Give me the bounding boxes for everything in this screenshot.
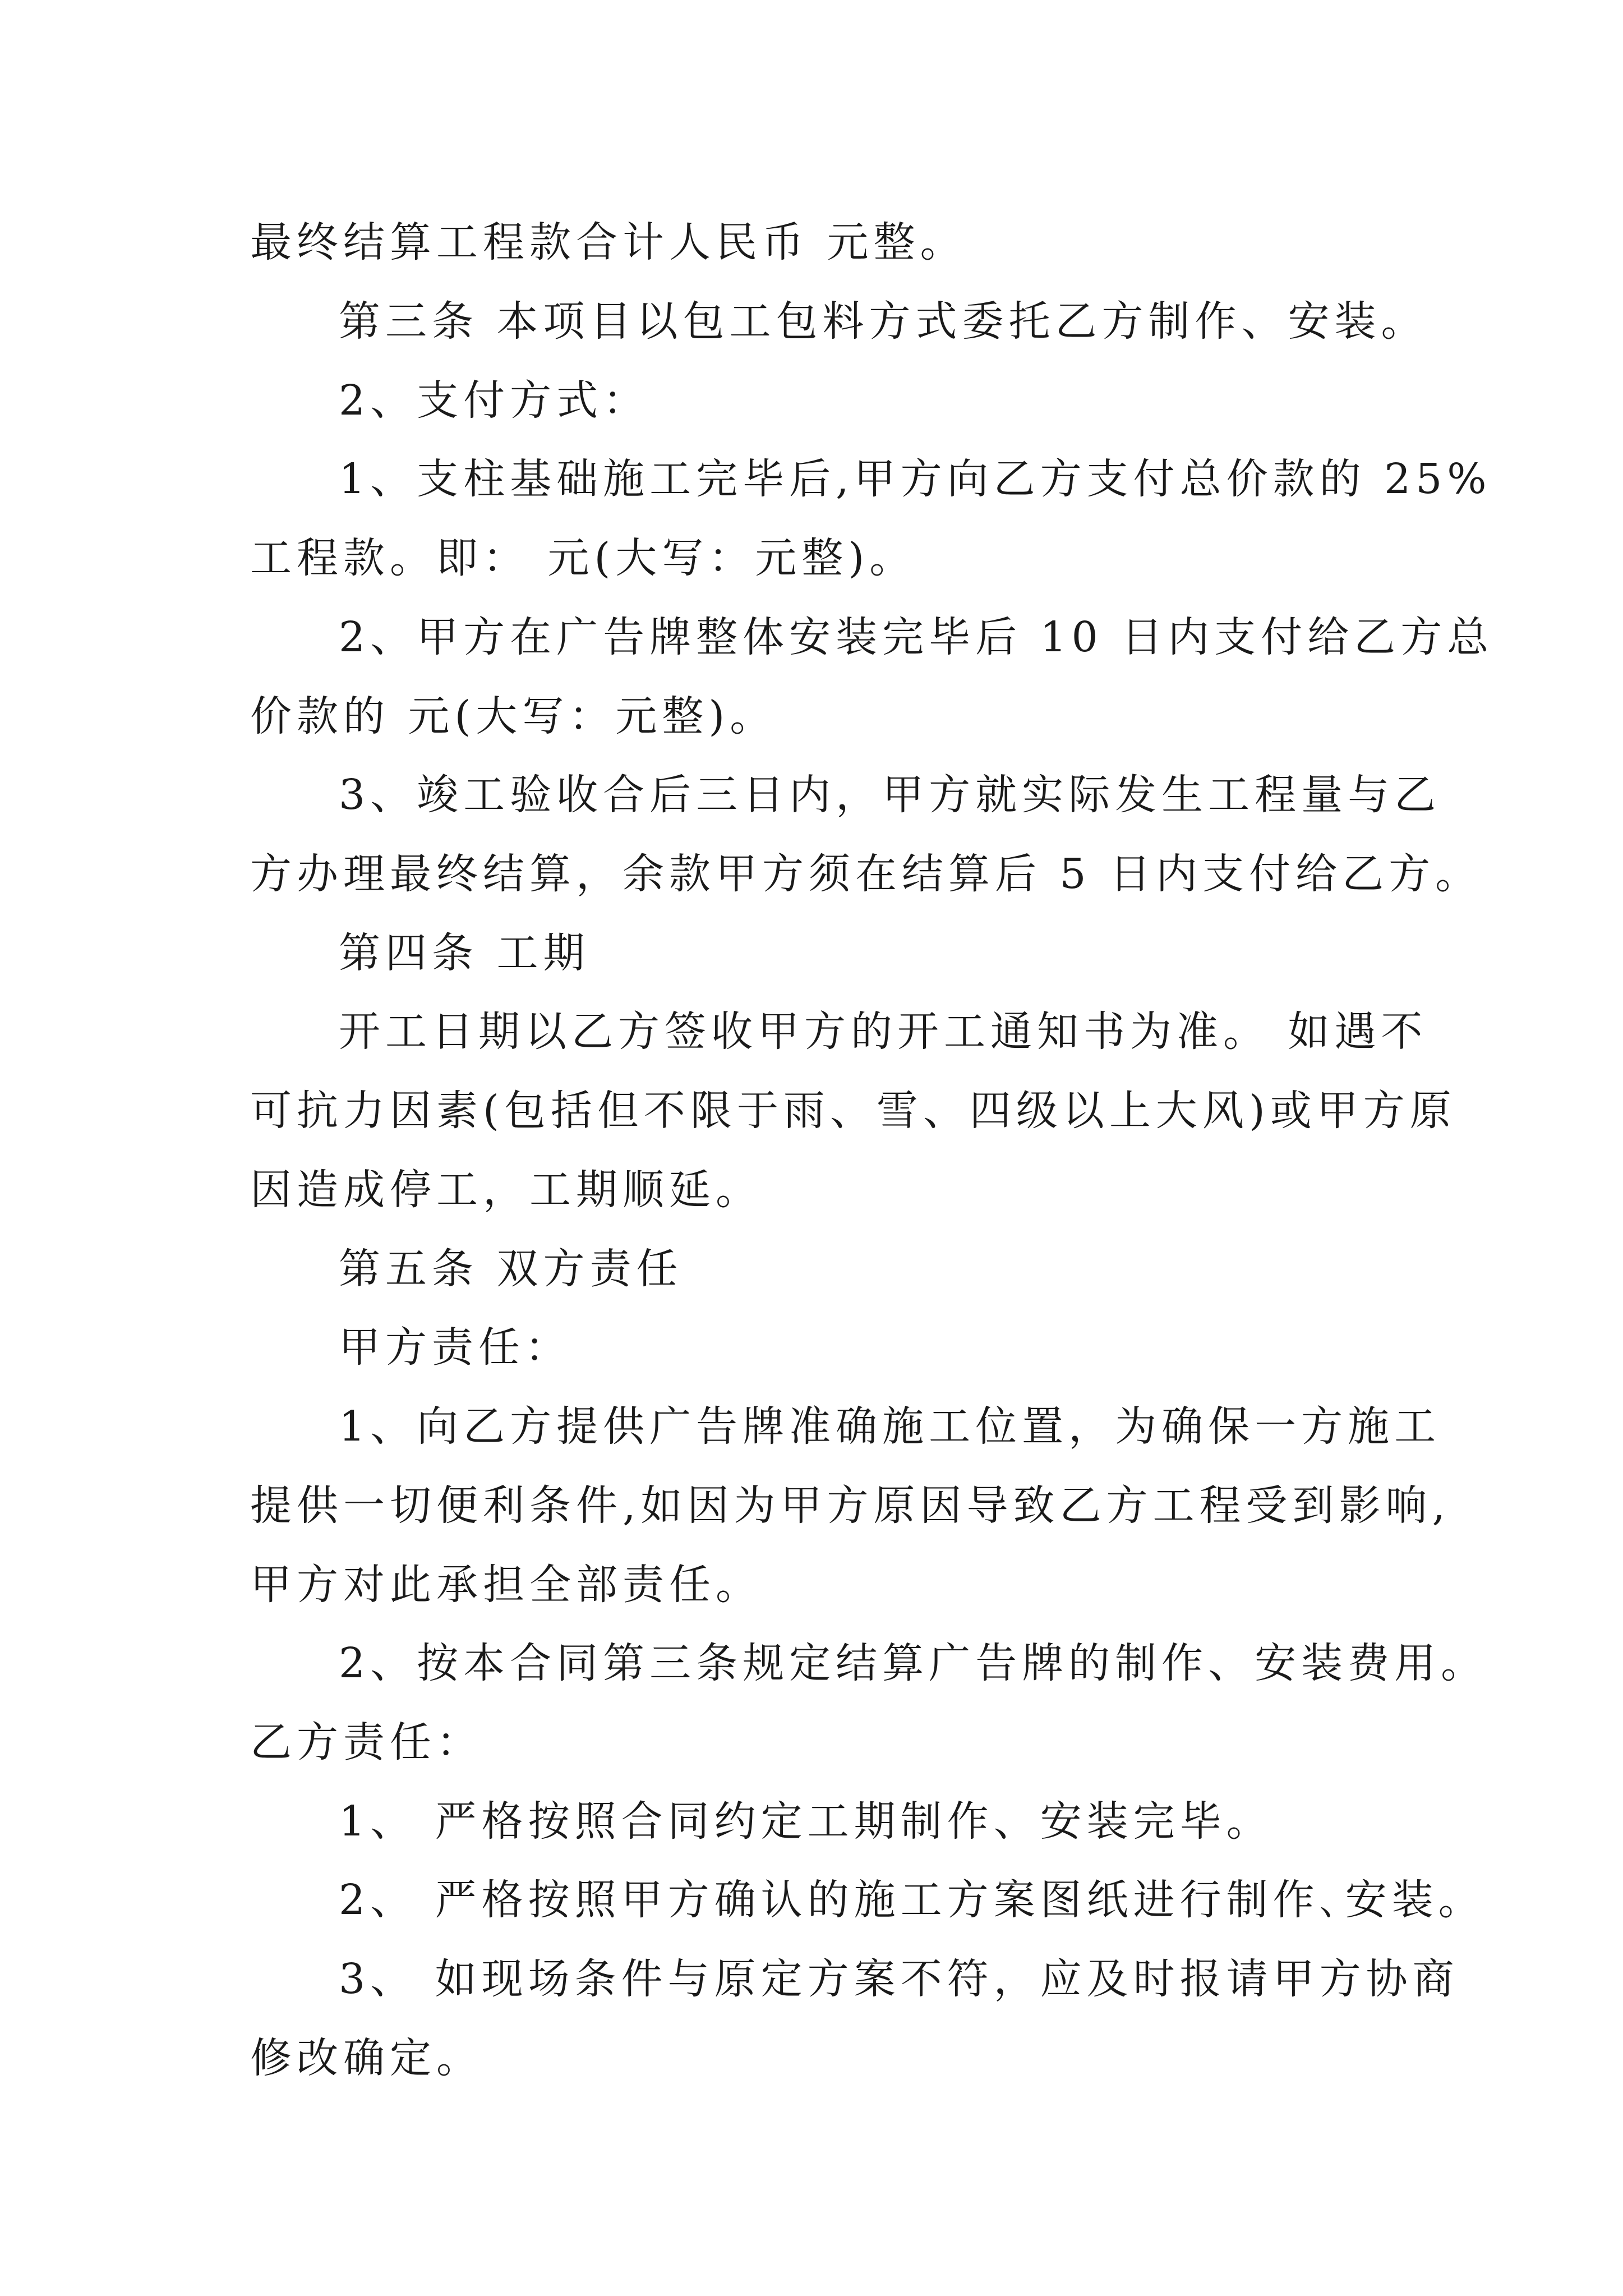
text-line: 甲方责任：	[339, 1323, 571, 1372]
text-line: 可抗力因素(包括但不限于雨、雪、四级以上大风)或甲方原	[250, 1087, 1456, 1135]
text-line: 乙方责任：	[250, 1718, 483, 1766]
text-line: 2、按本合同第三条规定结算广告牌的制作、安装费用。	[339, 1639, 1488, 1687]
text-line: 提供一切便利条件,如因为甲方原因导致乙方工程受到影响,	[250, 1481, 1451, 1530]
text-line: 1、支柱基础施工完毕后,甲方向乙方支付总价款的 25%	[339, 455, 1492, 503]
text-line: 3、竣工验收合后三日内，甲方就实际发生工程量与乙	[339, 771, 1441, 819]
text-line: 甲方对此承担全部责任。	[250, 1561, 762, 1609]
article-heading: 第三条 本项目以包工包料方式委托乙方制作、安装。	[339, 297, 1428, 346]
text-line: 1、向乙方提供广告牌准确施工位置，为确保一方施工	[339, 1402, 1441, 1451]
text-line: 1、 严格按照合同约定工期制作、安装完毕。	[339, 1797, 1273, 1846]
text-line: 最终结算工程款合计人民币 元整。	[250, 218, 967, 266]
text-line: 开工日期以乙方签收甲方的开工通知书为准。 如遇不	[339, 1007, 1428, 1056]
text-line: 工程款。即： 元(大写：元整)。	[250, 534, 916, 582]
text-line: 2、甲方在广告牌整体安装完毕后 10 日内支付给乙方总	[339, 613, 1494, 661]
text-line: 因造成停工，工期顺延。	[250, 1166, 762, 1214]
text-line: 方办理最终结算，余款甲方须在结算后 5 日内支付给乙方。	[250, 850, 1482, 898]
article-heading: 第四条 工期	[339, 929, 590, 977]
text-line: 2、支付方式：	[339, 376, 650, 425]
article-heading: 第五条 双方责任	[339, 1245, 683, 1293]
text-line: 价款的 元(大写：元整)。	[250, 692, 777, 740]
text-line: 2、 严格按照甲方确认的施工方案图纸进行制作､安装。	[339, 1876, 1485, 1924]
text-line: 3、 如现场条件与原定方案不符，应及时报请甲方协商	[339, 1955, 1459, 2003]
text-line: 修改确定。	[250, 2034, 483, 2082]
